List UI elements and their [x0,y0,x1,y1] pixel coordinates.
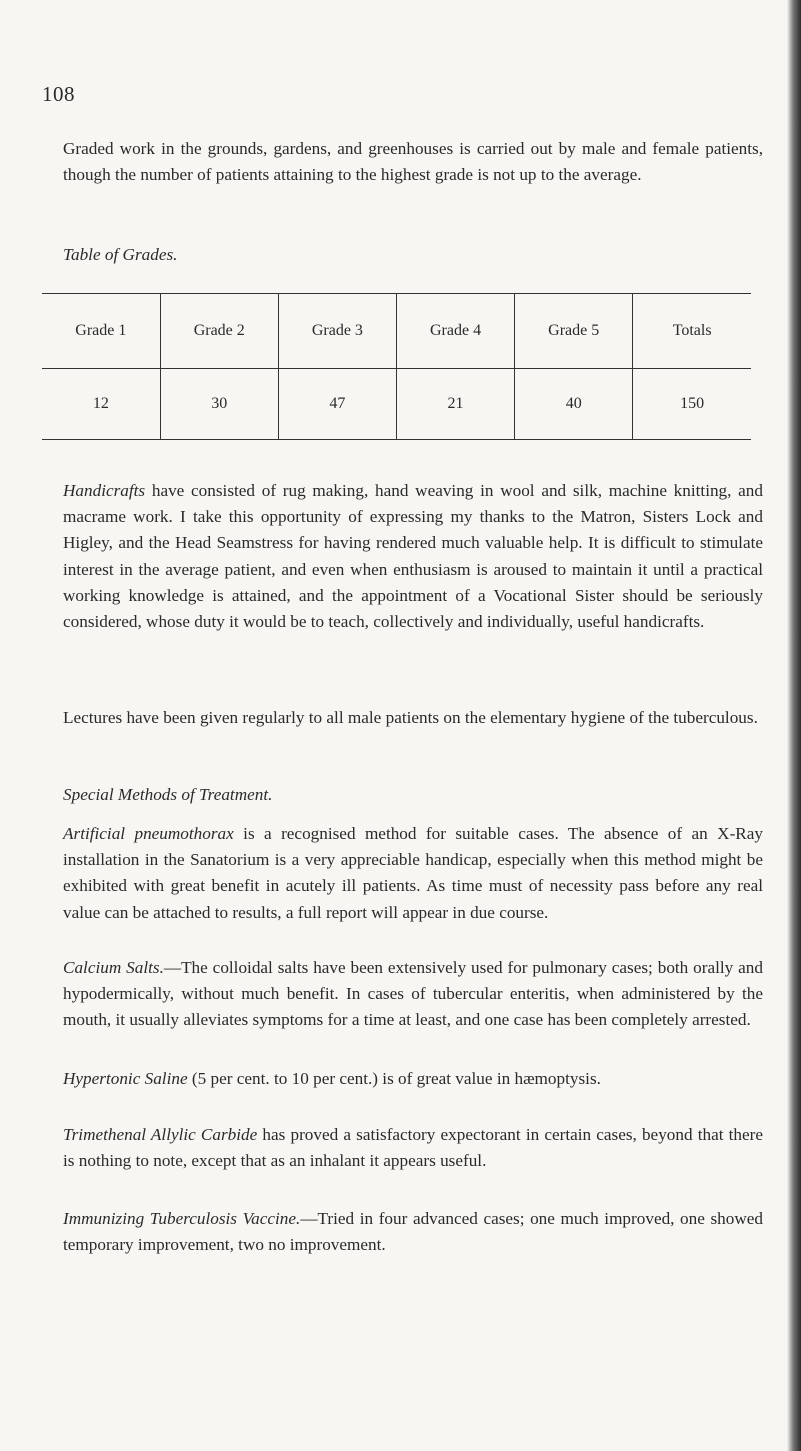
vaccine-paragraph [63,1206,763,1258]
trimethenal-paragraph [63,1122,763,1174]
value-grade-5: 40 [515,369,633,440]
intro-paragraph: Graded work in the grounds, gardens, and greenhouses is carried out by male and female patients, though the number of patients attaining to the highest grade is not up to the average. [63,139,763,185]
table-title: Table of Grades. [63,245,178,264]
handicrafts-body: have consisted of rug making, hand weaving in wool and silk, machine knitting, and macrame work. I take this opportunity of expressing my thanks to the Matron, Sisters Lock and Higley, and the Head Seamstress for having rendered much valuable help. It is difficult to stimulate interest in the average patient, and even when enthusiasm is aroused to maintain it until a practical working knowledge is attained, and the appointment of a Vocational Sister should be seriously considered, whose duty it would be to teach, collectively and individually, useful handicrafts. [63,481,763,632]
header-totals: Totals [633,294,751,369]
header-grade-1: Grade 1 [42,294,160,369]
value-grade-4: 21 [396,369,514,440]
calcium-lead: Calcium Salts. [63,958,164,977]
pneumothorax-body: is a recognised method for suitable cases. The absence of an X-Ray installation in the Sanatorium is a very appreciable handicap, especially when this method might be exhibited with great benefit in acutely ill patients. As time must of necessity pass before any real value can be attached to results, a full report will appear in due course. [63,824,763,922]
saline-body: (5 per cent. to 10 per cent.) is of great value in hæmoptysis. [187,1069,601,1088]
page-edge-shadow [787,0,801,1451]
header-grade-3: Grade 3 [278,294,396,369]
header-grade-5: Grade 5 [515,294,633,369]
handicrafts-lead: Handicrafts [63,481,146,500]
value-grade-3: 47 [278,369,396,440]
lectures-paragraph: Lectures have been given regularly to all male patients on the elementary hygiene of the tuberculous. [63,708,758,727]
saline-paragraph [63,1066,763,1092]
pneumothorax-paragraph [63,821,763,926]
calcium-body: —The colloidal salts have been extensively used for pulmonary cases; both orally and hypodermically, without much benefit. In cases of tubercular enteritis, when administered by the mouth, it usually alleviates symptoms for a time at least, and one case has been completely arrested. [63,958,763,1030]
saline-lead: Hypertonic Saline [63,1069,188,1088]
header-grade-4: Grade 4 [396,294,514,369]
special-methods-heading: Special Methods of Treatment. [63,785,273,804]
grades-value-row [42,369,751,440]
header-grade-2: Grade 2 [160,294,278,369]
vaccine-body: —Tried in four advanced cases; one much improved, one showed temporary improvement, two no improvement. [63,1209,763,1255]
grades-header-row [42,294,751,369]
value-grade-1: 12 [92,395,109,412]
page-number: 108 [42,82,75,106]
trimethenal-lead: Trimethenal Allylic Carbide [63,1125,258,1144]
pneumothorax-lead: Artificial pneumothorax [63,824,234,843]
value-totals: 150 [633,369,751,440]
vaccine-lead: Immunizing Tuberculosis Vaccine. [63,1209,301,1228]
calcium-paragraph [63,955,763,1034]
handicrafts-paragraph [63,478,763,635]
grades-table [42,293,751,440]
trimethenal-body: has proved a satisfactory expectorant in certain cases, beyond that there is nothing to note, except that as an inhalant it appears useful. [63,1125,763,1171]
value-grade-2: 30 [160,369,278,440]
